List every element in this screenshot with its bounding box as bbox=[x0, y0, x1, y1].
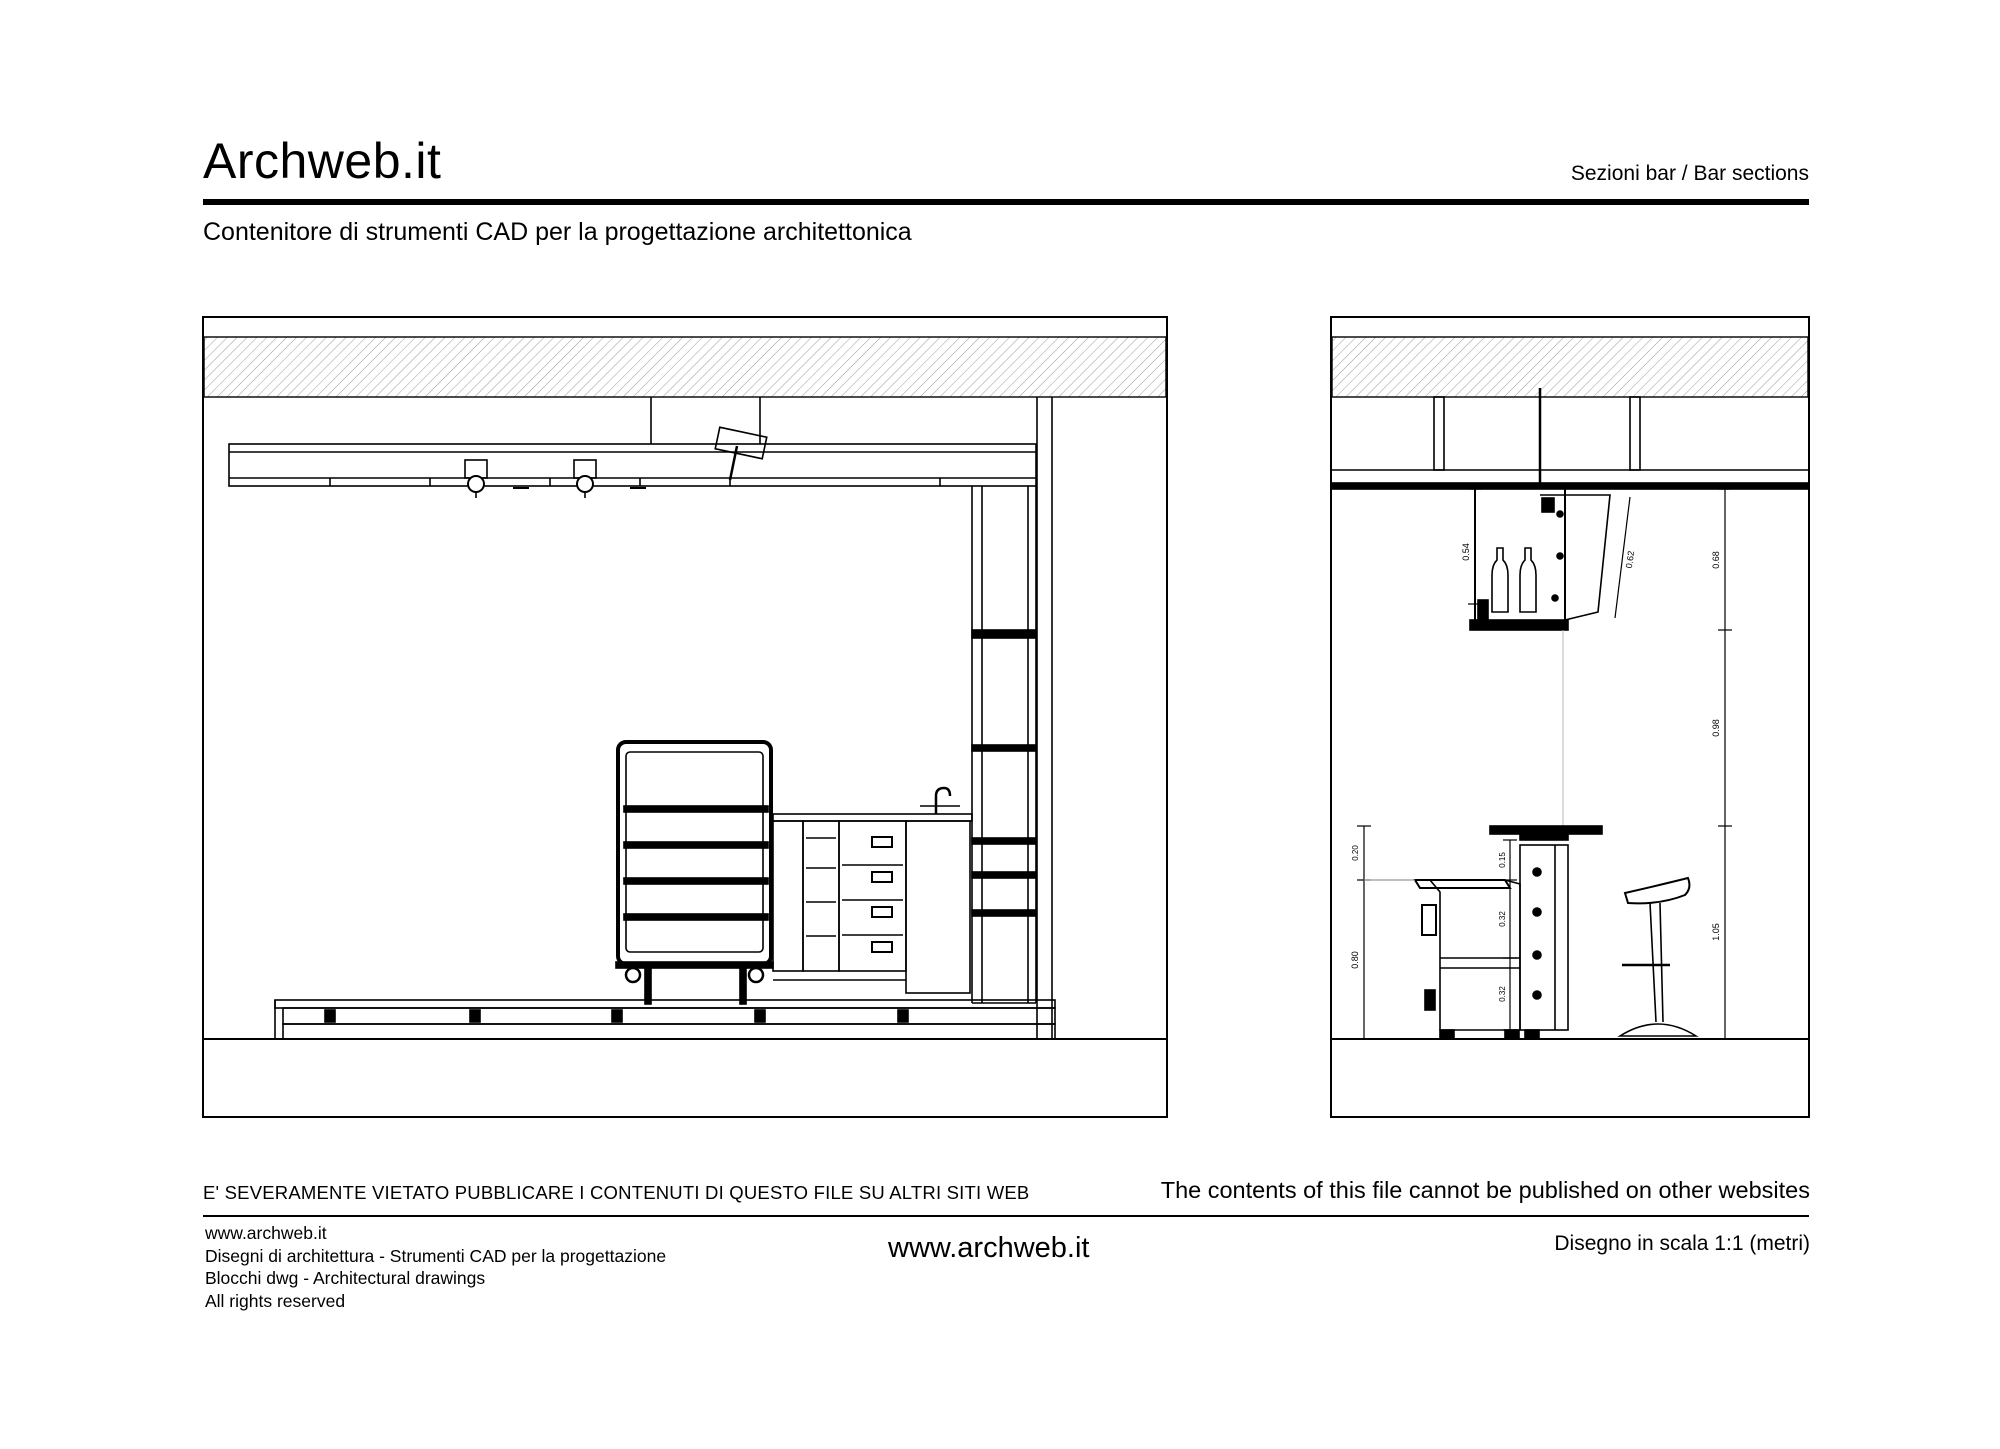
footer-scale: Disegno in scala 1:1 (metri) bbox=[1554, 1232, 1810, 1255]
page-subtitle: Contenitore di strumenti CAD per la progettazione architettonica bbox=[203, 218, 912, 246]
dim-counter-height: 1.05 bbox=[1711, 923, 1721, 941]
right-frame bbox=[1331, 317, 1809, 1117]
dim-middle-gap: 0.98 bbox=[1711, 719, 1721, 737]
warning-english: The contents of this file cannot be published on other websites bbox=[1160, 1177, 1810, 1203]
right-ceiling-slab bbox=[1332, 337, 1808, 397]
dim-counter-top: 0.20 bbox=[1351, 845, 1360, 861]
spotlight-2 bbox=[574, 460, 596, 498]
dim-drawer-lower: 0.32 bbox=[1498, 986, 1507, 1002]
dim-upper-total: 0.68 bbox=[1711, 551, 1721, 569]
right-section bbox=[1331, 317, 1809, 1117]
bar-stool bbox=[1620, 878, 1696, 1036]
footer-info-url: www.archweb.it bbox=[205, 1223, 327, 1243]
footer-info-description: Disegni di architettura - Strumenti CAD per la progettazione bbox=[205, 1245, 667, 1266]
footer-info-rights: All rights reserved bbox=[205, 1290, 346, 1311]
footer-rule bbox=[203, 1215, 1809, 1217]
ceiling-beam bbox=[1331, 483, 1809, 489]
dim-shelf-height: 0.54 bbox=[1461, 543, 1471, 561]
dim-back-bar-height: 0.80 bbox=[1350, 951, 1360, 969]
floor-platform bbox=[275, 1000, 1055, 1039]
display-cabinet bbox=[616, 742, 773, 1004]
lighting-track bbox=[229, 397, 1036, 486]
security-camera bbox=[715, 427, 767, 480]
left-frame bbox=[203, 317, 1167, 1117]
left-elevation bbox=[203, 317, 1167, 1117]
footer-info-blocks: Blocchi dwg - Architectural drawings bbox=[205, 1268, 486, 1288]
brand-logo: Archweb.it bbox=[203, 133, 442, 189]
footer-info bbox=[205, 1222, 666, 1312]
counter-with-drawers bbox=[773, 788, 972, 993]
hanger-left bbox=[1434, 397, 1444, 470]
shelving-column bbox=[972, 486, 1036, 1003]
hanging-bottle-shelf bbox=[1470, 489, 1610, 826]
section-title: Sezioni bar / Bar sections bbox=[1570, 162, 1809, 185]
footer-website: www.archweb.it bbox=[888, 1232, 1090, 1264]
dimension-lines bbox=[1357, 489, 1732, 1039]
dim-counter-step: 0.15 bbox=[1498, 852, 1507, 868]
bar-counter bbox=[1415, 826, 1602, 1038]
dim-drawer-upper: 0.32 bbox=[1498, 911, 1507, 927]
warning-italian: E' SEVERAMENTE VIETATO PUBBLICARE I CONTENUTI DI QUESTO FILE SU ALTRI SITI WEB bbox=[203, 1182, 1030, 1203]
hanger-right bbox=[1630, 397, 1640, 470]
dim-shelf-diagonal: 0.62 bbox=[1623, 550, 1637, 569]
left-ceiling-slab bbox=[204, 337, 1166, 397]
spotlight-1 bbox=[465, 460, 487, 498]
